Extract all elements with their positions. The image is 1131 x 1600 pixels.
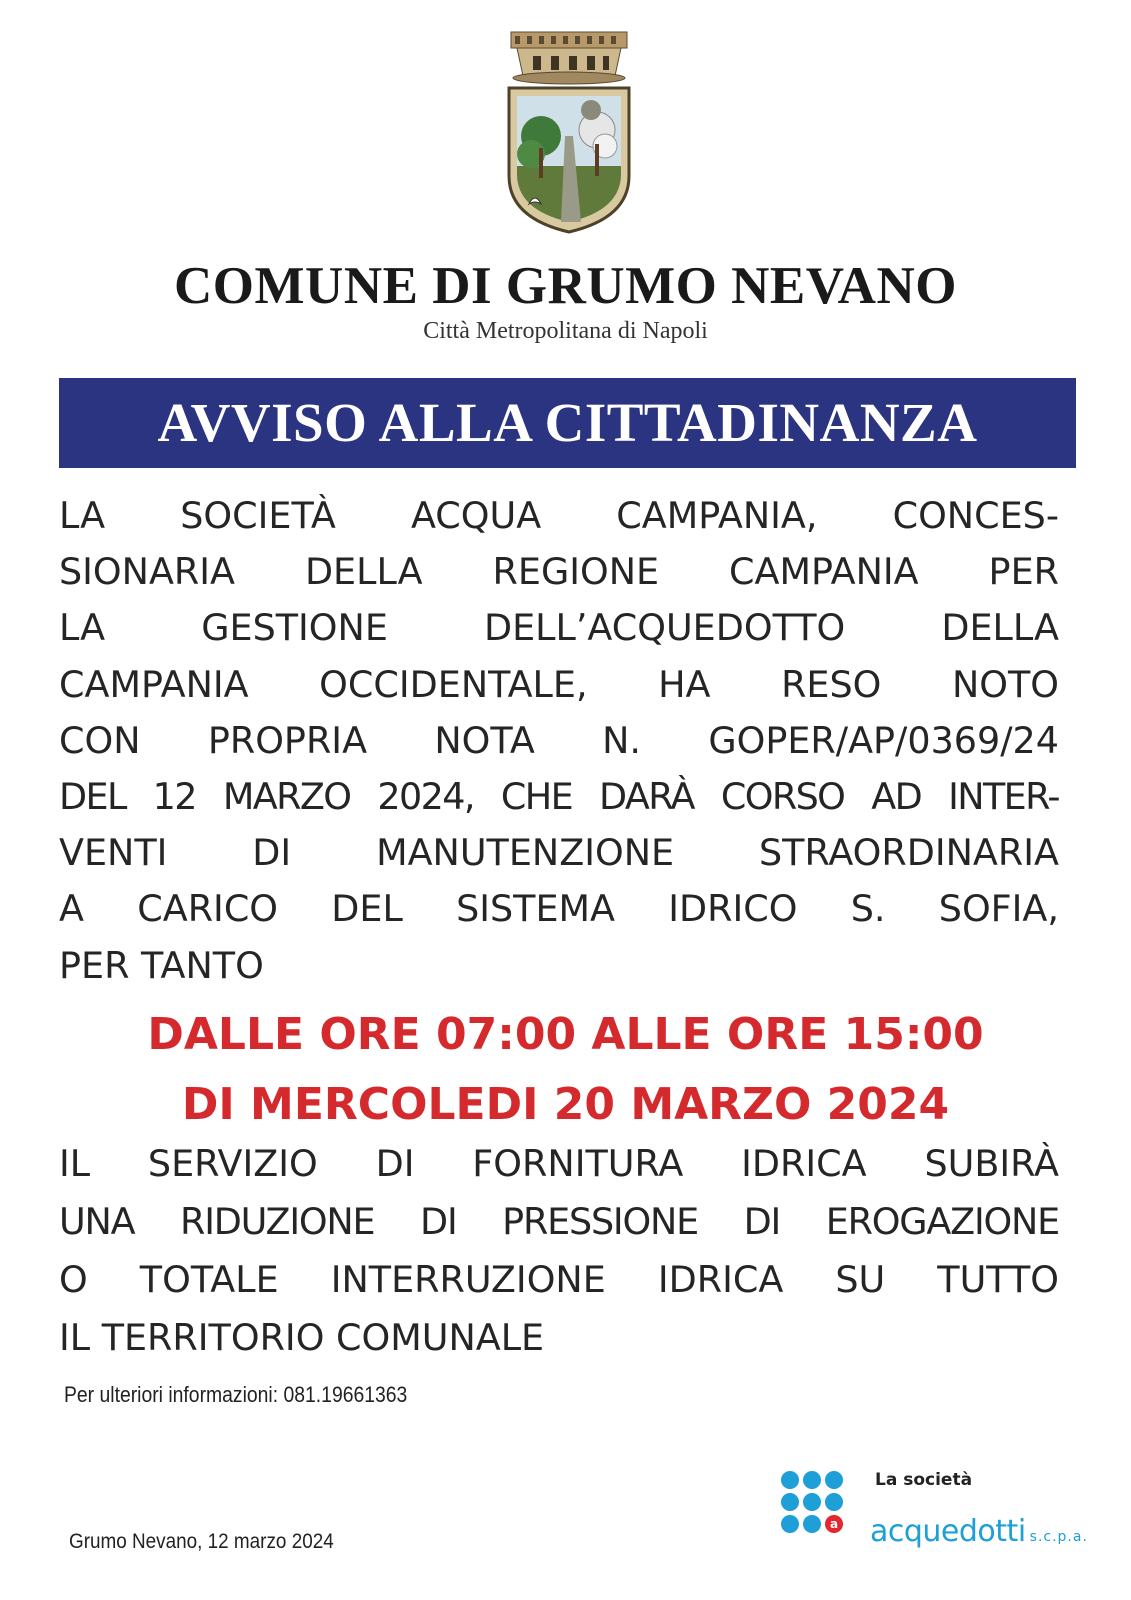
dots-logo-icon xyxy=(780,1470,860,1550)
contact-info: Per ulteriori informazioni: 081.19661363 xyxy=(64,1382,408,1407)
page-title: COMUNE DI GRUMO NEVANO xyxy=(174,257,957,315)
body-line: DEL 12 MARZO 2024, CHE DARÀ CORSO AD INTER- xyxy=(59,775,1059,819)
alert-date: DI MERCOLEDI 20 MARZO 2024 xyxy=(181,1079,950,1130)
body-line: UNA RIDUZIONE DI PRESSIONE DI EROGAZIONE xyxy=(59,1200,1059,1243)
logo-name-text: acquedotti xyxy=(870,1514,1026,1549)
acquedotti-logo xyxy=(780,1470,1120,1580)
notice-body-continued xyxy=(59,1135,1059,1367)
svg-text:a: a xyxy=(829,1517,839,1531)
page-subtitle: Città Metropolitana di Napoli xyxy=(423,318,708,344)
body-line: LA SOCIETÀ ACQUA CAMPANIA, CONCES- xyxy=(59,494,1059,537)
body-line: A CARICO DEL SISTEMA IDRICO S. SOFIA, xyxy=(59,887,1059,931)
notice-body xyxy=(59,488,1059,994)
outage-time-alert xyxy=(0,1000,1131,1140)
body-line: VENTI DI MANUTENZIONE STRAORDINARIA xyxy=(59,831,1059,875)
body-line: LA GESTIONE DELL’ACQUEDOTTO DELLA xyxy=(59,606,1059,650)
body-line: PER TANTO xyxy=(59,943,264,987)
body-line: IL SERVIZIO DI FORNITURA IDRICA SUBIRÀ xyxy=(59,1142,1059,1185)
logo-suffix: s.c.p.a. xyxy=(1029,1529,1088,1545)
body-line: SIONARIA DELLA REGIONE CAMPANIA PER xyxy=(59,550,1059,594)
body-line: CON PROPRIA NOTA N. GOPER/AP/0369/24 xyxy=(59,718,1059,762)
municipal-crest-icon xyxy=(505,26,633,236)
logo-caption: La società xyxy=(875,1470,973,1490)
body-line: IL TERRITORIO COMUNALE xyxy=(59,1316,545,1359)
logo-name xyxy=(870,1514,1088,1549)
body-line: O TOTALE INTERRUZIONE IDRICA SU TUTTO xyxy=(59,1258,1059,1301)
alert-time-range: DALLE ORE 07:00 ALLE ORE 15:00 xyxy=(147,1009,984,1060)
body-line: CAMPANIA OCCIDENTALE, HA RESO NOTO xyxy=(59,662,1059,706)
issue-date: Grumo Nevano, 12 marzo 2024 xyxy=(69,1530,334,1553)
notice-banner: AVVISO ALLA CITTADINANZA xyxy=(59,378,1076,468)
